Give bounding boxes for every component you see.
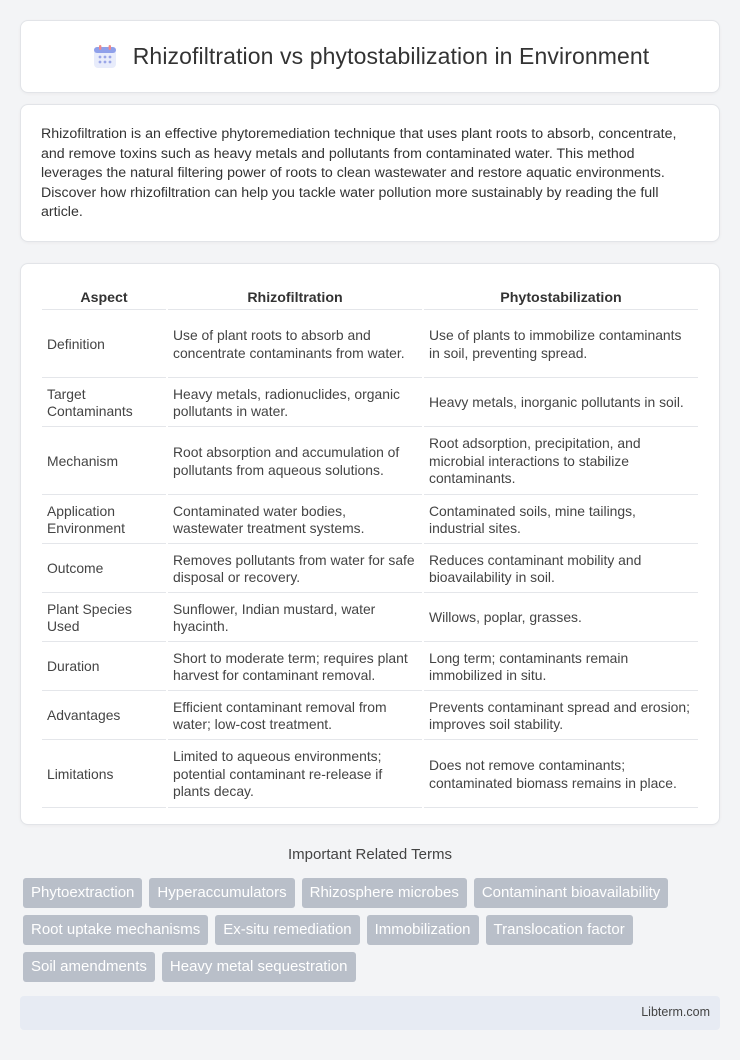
header-card [20, 20, 720, 93]
row-aspect: Application Environment [42, 497, 166, 544]
row-aspect: Target Contaminants [42, 380, 166, 427]
comparison-card [20, 263, 720, 825]
row-rhizofiltration: Heavy metals, radionuclides, organic pollutants in water. [168, 380, 422, 427]
column-header-aspect: Aspect [42, 286, 166, 310]
tag-translocation-factor[interactable]: Translocation factor [486, 915, 633, 945]
calendar-icon [91, 43, 119, 71]
row-phytostabilization: Does not remove contaminants; contaminated biomass remains in place. [424, 742, 698, 808]
row-phytostabilization: Heavy metals, inorganic pollutants in soil. [424, 380, 698, 427]
tag-rhizosphere-microbes[interactable]: Rhizosphere microbes [302, 878, 467, 908]
tag-phytoextraction[interactable]: Phytoextraction [23, 878, 142, 908]
page-title: Rhizofiltration vs phytostabilization in Environment [132, 43, 650, 69]
row-rhizofiltration: Root absorption and accumulation of pollutants from aqueous solutions. [168, 429, 422, 495]
row-phytostabilization: Use of plants to immobilize contaminants in soil, preventing spread. [424, 312, 698, 378]
table-row [42, 429, 698, 495]
table-row [42, 380, 698, 427]
row-aspect: Mechanism [42, 429, 166, 495]
comparison-table [40, 284, 700, 810]
row-phytostabilization: Reduces contaminant mobility and bioavailability in soil. [424, 546, 698, 593]
tag-ex-situ-remediation[interactable]: Ex-situ remediation [215, 915, 359, 945]
tag-hyperaccumulators[interactable]: Hyperaccumulators [149, 878, 294, 908]
column-header-phytostabilization: Phytostabilization [424, 286, 698, 310]
row-aspect: Definition [42, 312, 166, 378]
column-header-rhizofiltration: Rhizofiltration [168, 286, 422, 310]
row-phytostabilization: Root adsorption, precipitation, and microbial interactions to stabilize contaminants. [424, 429, 698, 495]
table-row [42, 742, 698, 808]
footer [20, 996, 720, 1030]
related-terms-title: Important Related Terms [288, 846, 452, 863]
row-aspect: Duration [42, 644, 166, 691]
header [91, 43, 650, 71]
row-rhizofiltration: Use of plant roots to absorb and concentrate contaminants from water. [168, 312, 422, 378]
footer-site-link[interactable]: Libterm.com [641, 1005, 710, 1019]
table-row [42, 595, 698, 642]
row-rhizofiltration: Sunflower, Indian mustard, water hyacinth. [168, 595, 422, 642]
tag-root-uptake-mechanisms[interactable]: Root uptake mechanisms [23, 915, 208, 945]
related-terms-tags [23, 878, 723, 982]
table-row [42, 546, 698, 593]
intro-card [20, 104, 720, 242]
row-rhizofiltration: Short to moderate term; requires plant harvest for contaminant removal. [168, 644, 422, 691]
intro-text: Rhizofiltration is an effective phytoremediation technique that uses plant roots to absorb, concentrate, and remove toxins such as heavy metals and pollutants from contaminated water. This method leverages the natural filtering power of roots to clean wastewater and restore aquatic environments. Discover how rhizofiltration can help you tackle water pollution more sustainably by reading the full article. [41, 126, 677, 220]
table-row [42, 497, 698, 544]
row-phytostabilization: Willows, poplar, grasses. [424, 595, 698, 642]
tag-soil-amendments[interactable]: Soil amendments [23, 952, 155, 982]
row-phytostabilization: Long term; contaminants remain immobilized in situ. [424, 644, 698, 691]
row-aspect: Plant Species Used [42, 595, 166, 642]
row-aspect: Outcome [42, 546, 166, 593]
row-rhizofiltration: Efficient contaminant removal from water; low-cost treatment. [168, 693, 422, 740]
row-phytostabilization: Contaminated soils, mine tailings, industrial sites. [424, 497, 698, 544]
row-rhizofiltration: Limited to aqueous environments; potential contaminant re-release if plants decay. [168, 742, 422, 808]
tag-heavy-metal-sequestration[interactable]: Heavy metal sequestration [162, 952, 356, 982]
tag-contaminant-bioavailability[interactable]: Contaminant bioavailability [474, 878, 668, 908]
table-row [42, 644, 698, 691]
table-header-row [42, 286, 698, 310]
row-rhizofiltration: Removes pollutants from water for safe disposal or recovery. [168, 546, 422, 593]
tag-immobilization[interactable]: Immobilization [367, 915, 479, 945]
row-aspect: Limitations [42, 742, 166, 808]
row-phytostabilization: Prevents contaminant spread and erosion; improves soil stability. [424, 693, 698, 740]
row-rhizofiltration: Contaminated water bodies, wastewater treatment systems. [168, 497, 422, 544]
table-row [42, 693, 698, 740]
row-aspect: Advantages [42, 693, 166, 740]
table-row [42, 312, 698, 378]
